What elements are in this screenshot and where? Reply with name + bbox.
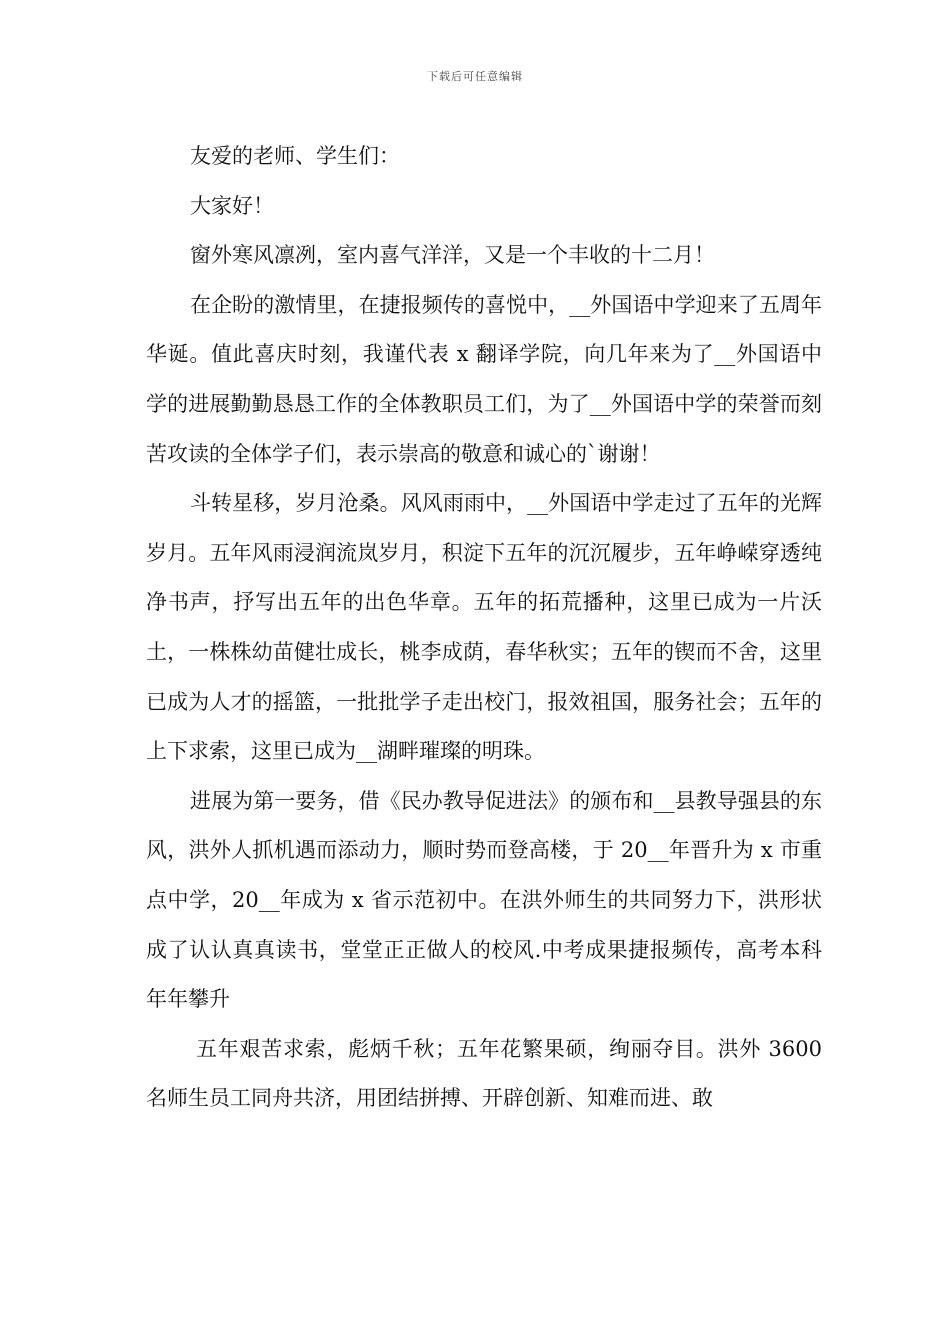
body-paragraph: 进展为第一要务，借《民办教导促进法》的颁布和__县教导强县的东风，洪外人抓机遇而添动力，顺时势而登高楼，于 20__年晋升为 x 市重点中学，20__年成为 x 省示范初中。在洪外师生的共同努力下，洪形状成了认认真真读书，堂堂正正做人的校风.中考成果捷报频传，高考本科年年攀升 [146, 788, 822, 1012]
body-paragraph: 五年艰苦求索，彪炳千秋；五年花繁果硕，绚丽夺目。洪外 3600 名师生员工同舟共济，用团结拼搏、开辟创新、知难而进、敢 [146, 1036, 829, 1111]
greeting-paragraph: 友爱的老师、学生们： [190, 144, 400, 168]
salutation-paragraph: 大家好！ [190, 193, 274, 218]
header-note: 下载后可任意编辑 [427, 70, 523, 83]
body-paragraph: 在企盼的激情里，在捷报频传的喜悦中，__外国语中学迎来了五周年华诞。值此喜庆时刻，我谨代表 x 翻译学院，向几年来为了__外国语中学的进展勤勤恳恳工作的全体教职员工们，为了__外国语中学的荣誉而刻苦攻读的全体学子们，表示崇高的敬意和诚心的`谢谢！ [146, 292, 822, 466]
document-body [146, 132, 829, 1124]
opening-paragraph: 窗外寒风凛冽，室内喜气洋洋，又是一个丰收的十二月！ [190, 243, 715, 268]
body-paragraph: 斗转星移，岁月沧桑。风风雨雨中，__外国语中学走过了五年的光辉岁月。五年风雨浸润流岚岁月，积淀下五年的沉沉履步，五年峥嵘穿透纯净书声，抒写出五年的出色华章。五年的拓荒播种，这里已成为一片沃土，一株株幼苗健壮成长，桃李成荫，春华秋实；五年的锲而不舍，这里已成为人才的摇篮，一批批学子走出校门，报效祖国，服务社会；五年的上下求索，这里已成为__湖畔璀璨的明珠。 [146, 491, 822, 764]
